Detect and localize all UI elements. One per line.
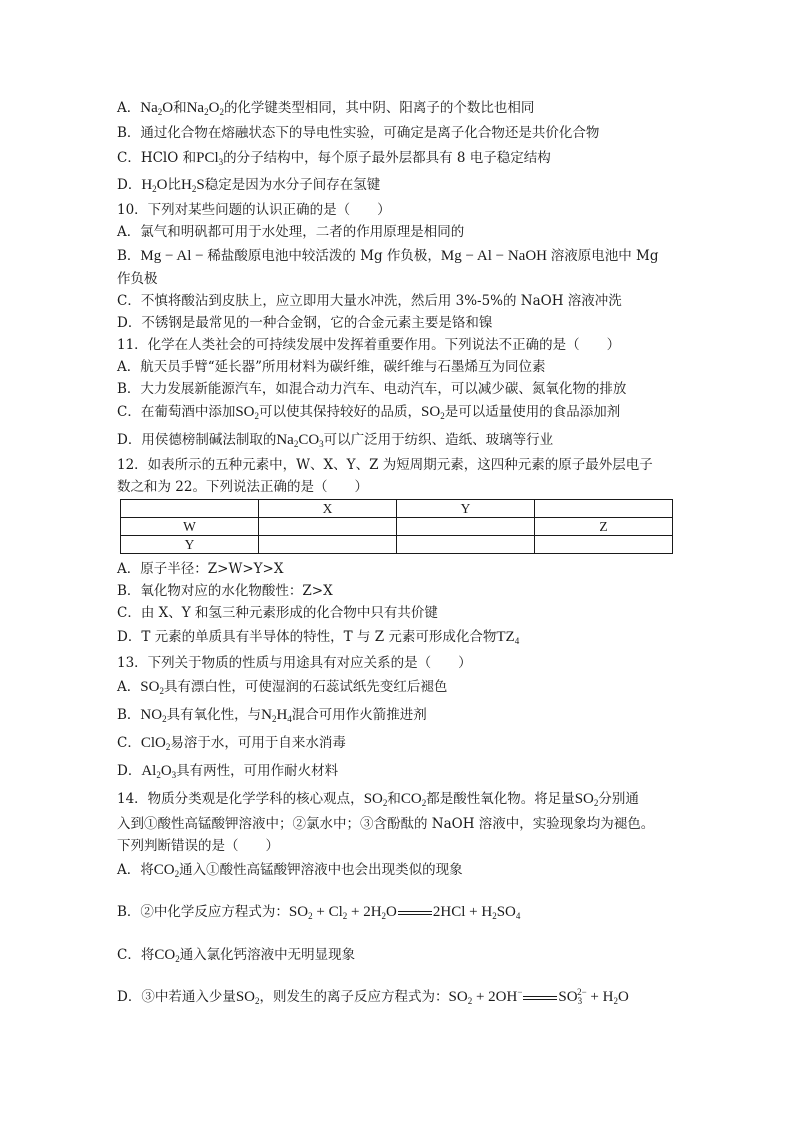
q11-stem: 11．化学在人类社会的可持续发展中发挥着重要作用。下列说法不正确的是（ ） (117, 337, 621, 353)
q10-option-c[interactable]: C．不慎将酸沾到皮肤上，应立即用大量水冲洗，然后用 3%-5%的 NaOH 溶液冲洗 (117, 293, 622, 309)
table-cell: Y (121, 536, 259, 554)
table-cell (121, 500, 259, 518)
table-cell: X (259, 500, 397, 518)
table-cell: Z (535, 518, 673, 536)
q10-option-a[interactable]: A．氯气和明矾都可用于水处理，二者的作用原理是相同的 (117, 224, 465, 240)
q10-option-b[interactable]: B．Mg − Al − 稀盐酸原电池中较活泼的 Mg 作负极，Mg − Al − NaOH 溶液原电池中 Mg (117, 248, 659, 264)
q13-option-c[interactable]: C．ClO$_2$易溶于水，可用于自来水消毒 (117, 735, 346, 752)
table-cell (259, 518, 397, 536)
q9-option-d[interactable]: D．$H_2O$比$H_2S$稳定是因为水分子间存在氢键 (117, 177, 381, 194)
table-row (121, 536, 673, 554)
table-cell (397, 518, 535, 536)
table-cell (397, 536, 535, 554)
q12-option-a[interactable]: A．原子半径：Z>W>Y>X (117, 561, 284, 577)
q12-option-b[interactable]: B．氧化物对应的水化物酸性：Z>X (117, 583, 333, 599)
q13-option-d[interactable]: D．$Al_2O_3$具有两性，可用作耐火材料 (117, 763, 339, 780)
q13-option-b[interactable]: B．$NO_2$具有氧化性，与$N_2H_4$混合可用作火箭推进剂 (117, 707, 427, 724)
q12-stem-line1: 12．如表所示的五种元素中，W、X、Y、Z 为短周期元素，这四种元素的原子最外层电子 (117, 457, 653, 473)
q13-stem: 13．下列关于物质的性质与用途具有对应关系的是（ ） (117, 655, 472, 671)
table-cell: Y (397, 500, 535, 518)
q10-option-b-cont: 作负极 (117, 271, 158, 287)
q10-option-d[interactable]: D．不锈钢是最常见的一种合金钢，它的合金元素主要是铬和镍 (117, 315, 493, 331)
q14-stem-line1: 14．物质分类观是化学学科的核心观点，$SO_2$和$CO_2$都是酸性氧化物。将足量$SO_2$分别通 (117, 791, 639, 808)
table-row (121, 518, 673, 536)
q14-option-c[interactable]: C．将$CO_2$通入氯化钙溶液中无明显现象 (117, 947, 356, 964)
q14-option-d[interactable]: D．③中若通入少量$SO_2$，则发生的离子反应方程式为：$SO_2 + 2OH^-$ $SO_3^{2-} + H_2O$ (117, 987, 629, 1006)
table-cell (535, 500, 673, 518)
q11-option-a[interactable]: A．航天员手臂“延长器”所用材料为碳纤维，碳纤维与石墨烯互为同位素 (117, 359, 546, 375)
q9-option-b[interactable]: B．通过化合物在熔融状态下的导电性实验，可确定是离子化合物还是共价化合物 (117, 125, 600, 141)
q14-option-b[interactable]: B．②中化学反应方程式为：$SO_2 + Cl_2 + 2H_2O$ $2HCl + H_2SO_4$ (117, 904, 521, 921)
table-cell (535, 536, 673, 554)
q13-option-a[interactable]: A．$SO_2$具有漂白性，可使湿润的石蕊试纸先变红后褪色 (117, 679, 448, 696)
q10-stem: 10．下列对某些问题的认识正确的是（ ） (117, 202, 391, 218)
q9-option-a[interactable]: A．$Na_2O$和$Na_2O_2$的化学键类型相同，其中阴、阳离子的个数比也相同 (117, 100, 535, 117)
q9-option-c[interactable]: C．HClO 和PCl$_3$的分子结构中，每个原子最外层都具有 8 电子稳定结构 (117, 150, 551, 167)
q14-option-a[interactable]: A．将$CO_2$通入①酸性高锰酸钾溶液中也会出现类似的现象 (117, 862, 463, 879)
q14-stem-line2: 入到①酸性高锰酸钾溶液中；②氯水中；③含酚酞的 NaOH 溶液中，实验现象均为褪色。 (117, 816, 655, 832)
q11-option-b[interactable]: B．大力发展新能源汽车，如混合动力汽车、电动汽车，可以减少碳、氮氧化物的排放 (117, 381, 627, 397)
q11-option-c[interactable]: C．在葡萄酒中添加$SO_2$可以使其保持较好的品质，$SO_2$是可以适量使用的食品添加剂 (117, 404, 621, 421)
q11-option-d[interactable]: D．用侯德榜制碱法制取的$Na_2CO_3$可以广泛用于纺织、造纸、玻璃等行业 (117, 432, 554, 449)
q12-option-c[interactable]: C．由 X、Y 和氢三种元素形成的化合物中只有共价键 (117, 605, 438, 621)
element-table (120, 499, 673, 554)
q12-option-d[interactable]: D．T 元素的单质具有半导体的特性，T 与 Z 元素可形成化合物$TZ_4$ (117, 629, 520, 646)
table-row (121, 500, 673, 518)
table-cell (259, 536, 397, 554)
q14-stem-line3: 下列判断错误的是（ ） (117, 838, 279, 854)
table-cell: W (121, 518, 259, 536)
q12-stem-line2: 数之和为 22。下列说法正确的是（ ） (117, 479, 368, 495)
